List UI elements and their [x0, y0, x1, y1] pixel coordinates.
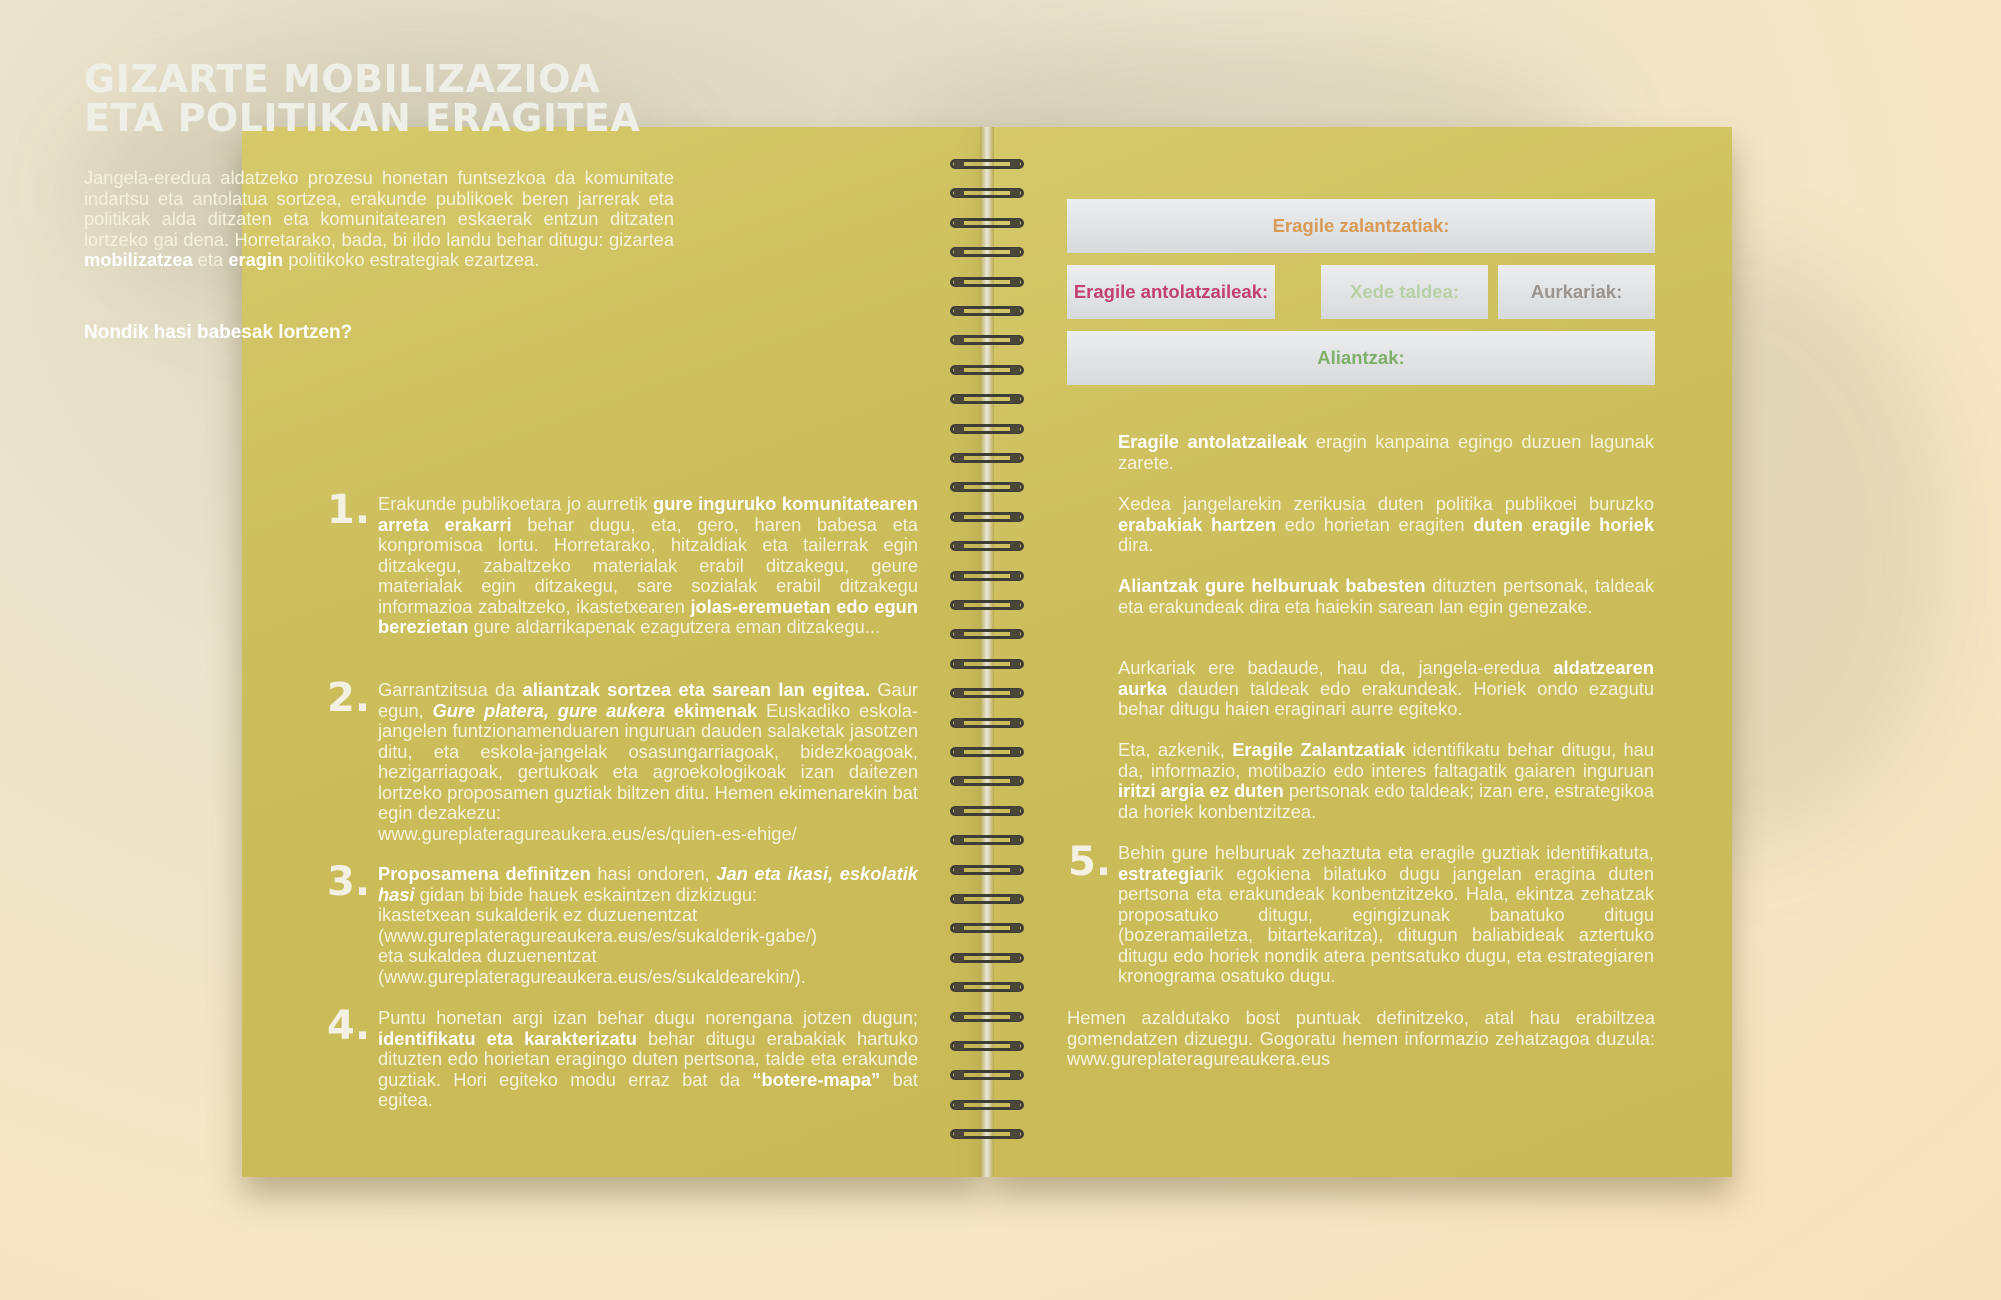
list-item-bold: Proposamena definitzen	[378, 863, 591, 884]
list-item-bold: gure inguruko komunitatearen arreta erakarri	[378, 493, 918, 535]
paragraph-bold: erabakiak hartzen	[1118, 513, 1277, 535]
list-item-1	[378, 494, 918, 638]
paragraph-bold: Aliantzak gure helburuak babesten	[1118, 575, 1426, 596]
box-aurkariak	[1498, 265, 1655, 319]
paragraph-bold: duten eragile horiek	[1473, 513, 1654, 535]
list-item-5	[1118, 843, 1654, 987]
paragraph-text: dauden taldeak edo erakundeak. Horiek ondo ezagutu behar ditugu haien eraginari aurre egiteko.	[1118, 677, 1654, 719]
coil-ring	[950, 716, 1024, 730]
box-label-xede-taldea: Xede taldea:	[1350, 281, 1459, 302]
coil-ring	[950, 951, 1024, 965]
paragraph-text: Xedea jangelarekin zerikusia duten politika publikoei buruzko	[1118, 493, 1654, 514]
paragraph-text: dituzten pertsonak, taldeak eta erakundeak dira eta haiekin sarean lan egin genezake.	[1118, 575, 1654, 617]
coil-ring	[950, 833, 1024, 847]
list-item-text: Behin gure helburuak zehaztuta eta eragile guztiak identifikatuta,	[1118, 842, 1654, 863]
list-item-2	[378, 680, 918, 844]
list-item-bold-italic: Jan eta ikasi, eskolatik hasi	[378, 863, 918, 905]
coil-ring	[950, 275, 1024, 289]
list-item-text: gidan bi bide hauek eskaintzen dizkizugu:	[419, 883, 758, 905]
title-line-1: GIZARTE MOBILIZAZIOA	[84, 57, 600, 101]
paragraph-antolatzaileak	[1118, 432, 1654, 473]
paragraph-aliantzak	[1118, 576, 1654, 617]
box-antolatzaileak	[1067, 265, 1275, 319]
sukaldearekin-link[interactable]: (www.gureplateragureaukera.eus/es/sukaldearekin/).	[378, 965, 806, 987]
item-number-2: 2.	[327, 675, 371, 721]
paragraph-text: dira.	[1118, 534, 1154, 555]
list-item-text: behar dugu, eta, gero, haren babesa eta konpromisoa lortu. Horretarako, hitzaldiak eta tailerrak egin ditzakegu, zabaltzeko materialak erabil ditzakegu, geure materialak egin ditzakegu, sare sozialak erabil ditzakegu informazioa zabaltzeko, ikastetxearen	[378, 513, 918, 617]
list-item-line: eta sukaldea duzuenentzat	[378, 945, 597, 966]
box-label-aurkariak: Aurkariak:	[1530, 281, 1623, 302]
coil-ring	[950, 186, 1024, 200]
list-item-text: gure aldarrikapenak ezagutzera eman ditzakegu...	[473, 616, 881, 637]
list-item-text: Puntu honetan argi izan behar dugu norengana jotzen dugun;	[378, 1007, 918, 1028]
list-item-text: Euskadiko eskola-jangelen funtzionamenduaren inguruan dauden salaketak jasotzen ditu, eta eskola-jangelak osasungarriagoak, bidezkoagoak, hezigarriagoak, gertukoak eta agroekologikoak izan daitezen lortzeko proposamen guztiak biltzen ditu. Hemen ekimenarekin bat egin dezakezu:	[378, 699, 918, 823]
coil-ring	[950, 333, 1024, 347]
coil-ring	[950, 921, 1024, 935]
list-item-text: behar ditugu erabakiak hartuko dituzten edo horietan eragingo duten pertsona, talde eta erakunde guztiak. Hori egiteko modu erraz bat da	[378, 1027, 918, 1090]
list-item-bold: aliantzak sortzea eta sarean lan egitea.	[522, 679, 871, 700]
list-item-bold: ekimenak	[673, 699, 758, 721]
coil-ring	[950, 1068, 1024, 1082]
box-xede-taldea	[1321, 265, 1488, 319]
list-item-text: bat egitea.	[378, 1068, 918, 1110]
coil-ring	[950, 980, 1024, 994]
paragraph-bold: aldatzearen aurka	[1118, 657, 1654, 699]
list-item-text: rik egokiena bilatuko dugu jangelan eragina duten pertsona eta erakundeak konbentzitzeko. Hala, ekintza zehatzak proposatuko ditugu, egingizunak banatuko ditugu (bozeramailetza, bitartekaritza), ditugun baliabideak aztertuko ditugu edo horiek nondik atera pentsatuko dugu, eta estrategiaren kronograma osatuko dugu.	[1118, 862, 1654, 986]
list-item-line: ikastetxean sukalderik ez duzuenentzat	[378, 904, 698, 925]
list-item-bold: estrategia	[1118, 862, 1205, 884]
list-item-4	[378, 1008, 918, 1111]
box-label-antolatzaileak: Eragile antolatzaileak:	[1073, 281, 1269, 302]
paragraph-text: Aurkariak ere badaude, hau da, jangela-eredua	[1118, 657, 1541, 678]
paragraph-text: edo horietan eragiten	[1284, 513, 1465, 535]
coil-ring	[950, 304, 1024, 318]
box-label-aliantzak: Aliantzak:	[1317, 347, 1405, 368]
list-item-bold-italic: Gure platera, gure aukera	[432, 699, 666, 721]
coil-ring	[950, 657, 1024, 671]
item-number-3: 3.	[327, 859, 371, 905]
item-number-1: 1.	[327, 487, 371, 533]
coil-ring	[950, 245, 1024, 259]
list-item-bold: identifikatu eta karakterizatu	[378, 1027, 637, 1049]
intro-bold-2: eragin	[228, 249, 284, 270]
coil-ring	[950, 1098, 1024, 1112]
coil-ring	[950, 216, 1024, 230]
coil-ring	[950, 569, 1024, 583]
box-aliantzak	[1067, 331, 1655, 385]
paragraph-text: Eta, azkenik,	[1118, 739, 1225, 760]
list-item-bold: jolas-eremuetan edo egun berezietan	[378, 595, 918, 637]
paragraph-xedea	[1118, 494, 1654, 556]
intro-text-2: eta	[197, 249, 224, 270]
coil-ring	[950, 451, 1024, 465]
coil-ring	[950, 422, 1024, 436]
coil-ring	[950, 745, 1024, 759]
paragraph-zalantzatiak	[1118, 740, 1654, 822]
list-item-bold: “botere-mapa”	[752, 1068, 881, 1090]
coil-ring	[950, 774, 1024, 788]
paragraph-bold: Eragile antolatzaileak	[1118, 431, 1308, 452]
coil-ring	[950, 157, 1024, 171]
intro-bold-1: mobilizatzea	[84, 249, 193, 270]
coil-ring	[950, 863, 1024, 877]
initiative-link[interactable]: www.gureplateragureaukera.eus/es/quien-es-ehige/	[378, 822, 797, 844]
paragraph-text: eragin kanpaina egingo duzuen lagunak zarete.	[1118, 431, 1654, 473]
coil-ring	[950, 804, 1024, 818]
closing-paragraph: Hemen azaldutako bost puntuak definitzeko, atal hau erabiltzea gomendatzen dizuegu. Gogoratu hemen informazio zehatzagoa duzula: www.gureplateragureaukera.eus	[1067, 1007, 1655, 1069]
coil-ring	[950, 598, 1024, 612]
coil-ring	[950, 480, 1024, 494]
list-item-text: Garrantzitsua da	[378, 679, 516, 700]
item-number-5: 5.	[1068, 839, 1112, 885]
intro-text-1: Jangela-eredua aldatzeko prozesu honetan funtsezkoa da komunitate indartsu eta antolatua sortzea, erakunde publikoek beren jarrerak eta politikak alda ditzaten eta komunitatearen eskaerak entzun ditzaten lortzeko gai dena. Horretarako, bada, bi ildo landu behar ditugu: gizartea	[84, 167, 674, 250]
paragraph-bold: Eragile Zalantzatiak	[1232, 739, 1406, 760]
sukalderik-gabe-link[interactable]: (www.gureplateragureaukera.eus/es/sukalderik-gabe/)	[378, 924, 817, 946]
coil-ring	[950, 1127, 1024, 1141]
intro-paragraph	[84, 168, 674, 271]
coil-ring	[950, 510, 1024, 524]
list-item-text: Erakunde publikoetara jo aurretik	[378, 493, 648, 514]
coil-ring	[950, 363, 1024, 377]
list-item-3	[378, 864, 918, 987]
paragraph-text: identifikatu behar ditugu, hau da, informazio, motibazio edo interes faltagatik gaiaren inguruan	[1118, 739, 1654, 781]
coil-ring	[950, 392, 1024, 406]
coil-ring	[950, 1010, 1024, 1024]
coil-ring	[950, 1039, 1024, 1053]
item-number-4: 4.	[327, 1003, 371, 1049]
paragraph-aurkariak	[1118, 658, 1654, 720]
coil-ring	[950, 686, 1024, 700]
box-label-zalantzatiak: Eragile zalantzatiak:	[1272, 215, 1450, 236]
coil-ring	[950, 892, 1024, 906]
coil-ring	[950, 539, 1024, 553]
page-title	[84, 57, 684, 140]
list-item-text: hasi ondoren,	[597, 863, 710, 884]
intro-text-3: politikoko estrategiak ezartzea.	[288, 249, 540, 270]
paragraph-text: pertsonak edo taldeak; izan ere, estrategikoa da horiek konbentzitzea.	[1118, 780, 1654, 822]
list-item-text: Gaur egun,	[378, 679, 918, 721]
subheading: Nondik hasi babesak lortzen?	[84, 322, 353, 343]
title-line-2: ETA POLITIKAN ERAGITEA	[84, 96, 641, 140]
box-zalantzatiak	[1067, 199, 1655, 253]
paragraph-bold: iritzi argia ez duten	[1118, 780, 1284, 801]
coil-ring	[950, 627, 1024, 641]
